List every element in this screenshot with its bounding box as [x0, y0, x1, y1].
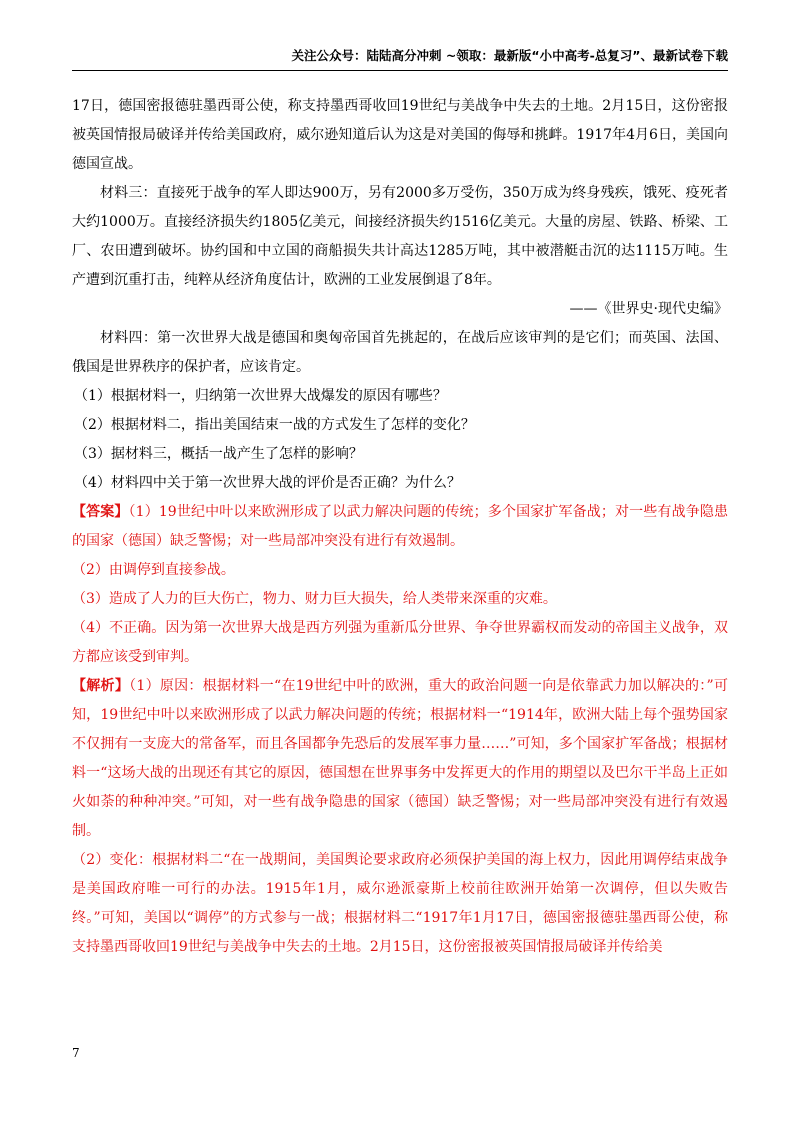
- question-1: （1）根据材料一，归纳第一次世界大战爆发的原因有哪些？: [74, 388, 447, 404]
- material-4: 材料四：第一次世界大战是德国和奥匈帝国首先挑起的，在战后应该审判的是它们；而英国、法国、俄国是世界秩序的保护者，应该肯定。: [72, 330, 728, 375]
- answer-label: 【答案】: [72, 504, 129, 520]
- answer-4: （4）不正确。因为第一次世界大战是西方列强为重新瓜分世界、争夺世界霸权而发动的帝国主义战争，双方都应该受到审判。: [72, 620, 728, 665]
- question-2: （2）根据材料二，指出美国结束一战的方式发生了怎样的变化？: [74, 417, 475, 433]
- material-3-source: ——《世界史·现代史编》: [569, 301, 728, 317]
- question-3: （3）据材料三，概括一战产生了怎样的影响？: [74, 446, 363, 462]
- document-body: [72, 92, 728, 962]
- answer-3: （3）造成了人力的巨大伤亡，物力、财力巨大损失，给人类带来深重的灾难。: [72, 591, 557, 607]
- analysis-label: 【解析】: [72, 678, 130, 694]
- answer-1: [72, 498, 728, 556]
- material-3: 材料三：直接死于战争的军人即达900万，另有2000多万受伤，350万成为终身残疾，饿死、疫死者大约1000万。直接经济损失约1805亿美元，间接经济损失约1516亿美元。大量的房屋、铁路、桥梁、工厂、农田遭到破坏。协约国和中立国的商船损失共计高达1285万吨，其中被潜艇击沉的达1115万吨。生产遭到沉重打击，纯粹从经济角度估计，欧洲的工业发展倒退了8年。: [72, 185, 728, 288]
- question-4: （4）材料四中关于第一次世界大战的评价是否正确？为什么？: [74, 475, 461, 491]
- page-header: 关注公众号：陆陆高分冲刺 ~领取：最新版“小中高考-总复习”、最新试卷下载: [72, 46, 728, 71]
- material-2-continuation: 17日，德国密报德驻墨西哥公使，称支持墨西哥收回19世纪与美战争中失去的土地。2月15日，这份密报被英国情报局破译并传给美国政府，威尔逊知道后认为这是对美国的侮辱和挑衅。1917年4月6日，美国向德国宣战。: [72, 98, 728, 172]
- analysis-2: （2）变化：根据材料二“在一战期间，美国舆论要求政府必须保护美国的海上权力，因此用调停结束战争是美国政府唯一可行的办法。1915年1月，威尔逊派豪斯上校前往欧洲开始第一次调停，但以失败告终。”可知，美国以“调停”的方式参与一战；根据材料二“1917年1月17日，德国密报德驻墨西哥公使，称支持墨西哥收回19世纪与美战争中失去的土地。2月15日，这份密报被英国情报局破译并传给美: [72, 852, 728, 955]
- analysis-1-text: （1）原因：根据材料一“在19世纪中叶的欧洲，重大的政治问题一向是依靠武力加以解决的：”可知，19世纪中叶以来欧洲形成了以武力解决问题的传统；根据材料一“1914年，欧洲大陆上每个强势国家不仅拥有一支庞大的常备军，而且各国都争先恐后的发展军事力量……”可知，多个国家扩军备战；根据材料一“这场大战的出现还有其它的原因，德国想在世界事务中发挥更大的作用的期望以及巴尔干半岛上正如火如荼的种种冲突。”可知，对一些有战争隐患的国家（德国）缺乏警惕；对一些局部冲突没有进行有效遏制。: [72, 678, 728, 839]
- answer-2: （2）由调停到直接参战。: [72, 562, 235, 578]
- answer-1-text: （1）19世纪中叶以来欧洲形成了以武力解决问题的传统；多个国家扩军备战；对一些有战争隐患的国家（德国）缺乏警惕；对一些局部冲突没有进行有效遏制。: [72, 504, 728, 549]
- page-number: 7: [72, 1046, 80, 1060]
- analysis-1: [72, 672, 728, 846]
